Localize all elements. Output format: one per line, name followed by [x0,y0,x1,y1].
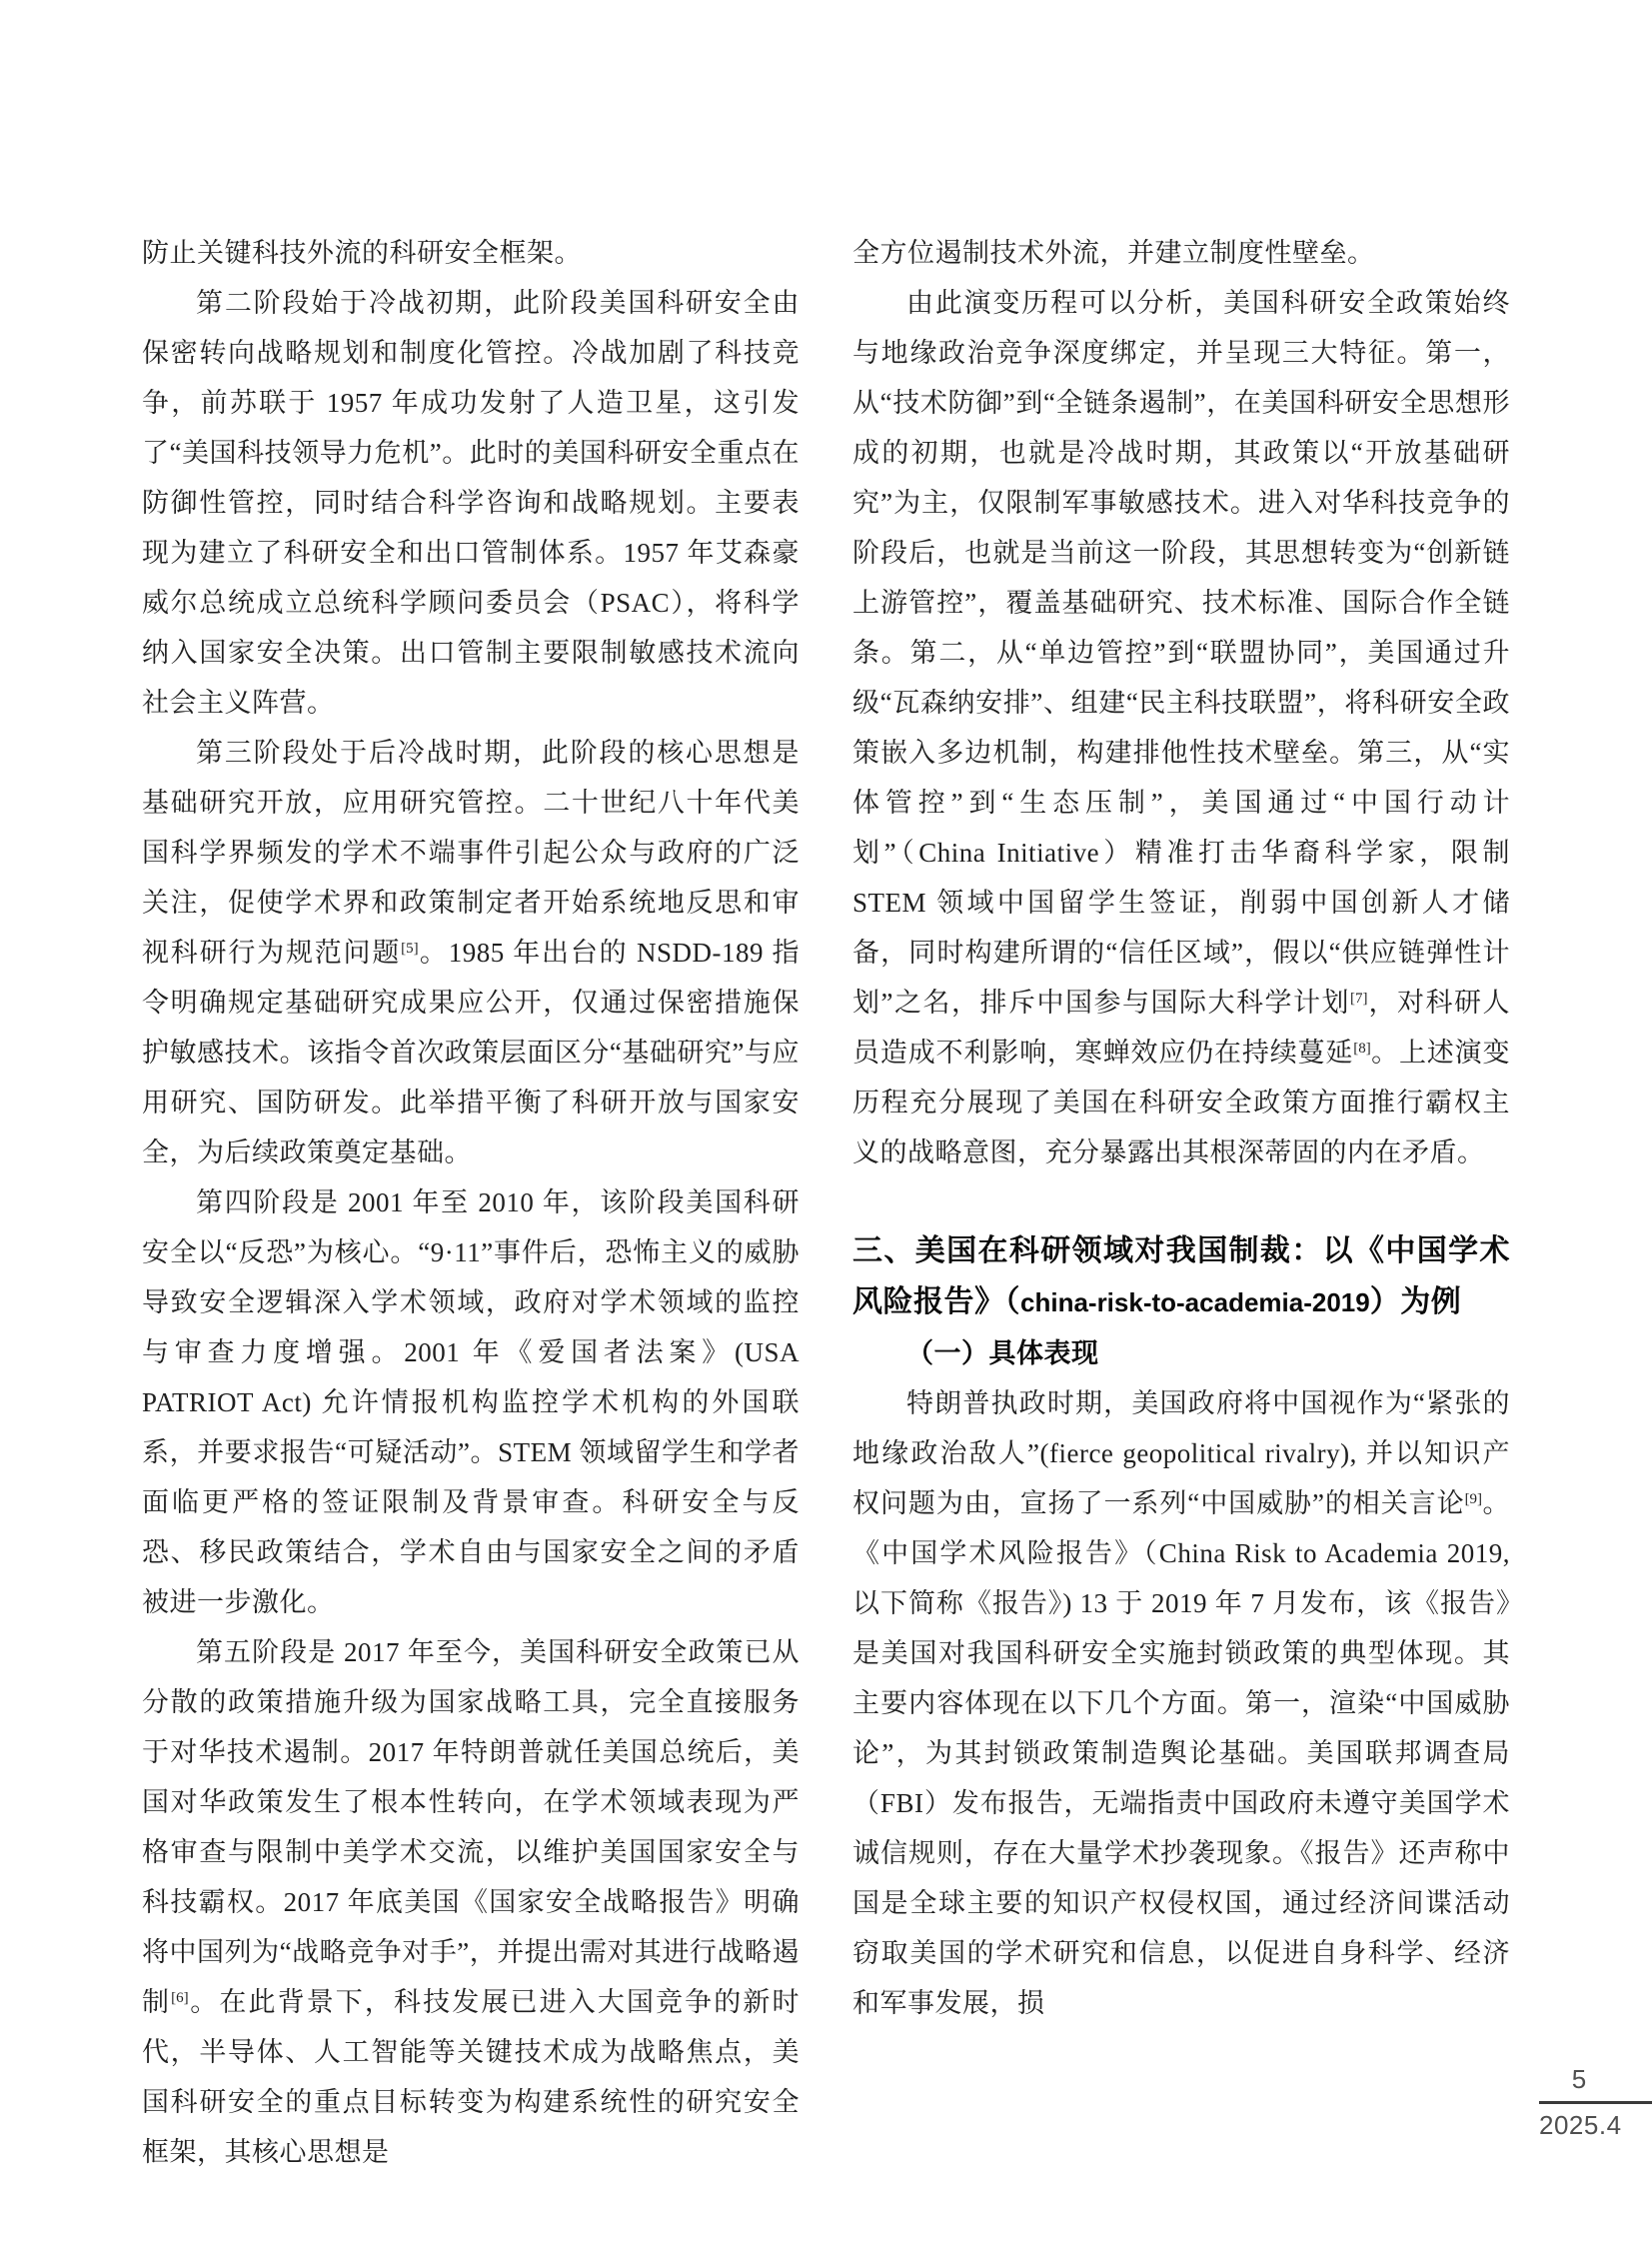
latin-text: china-risk-to-academia-2019 [1020,1287,1370,1317]
column-right [852,228,1510,2028]
paragraph: 第五阶段是 2017 年至今，美国科研安全政策已从分散的政策措施升级为国家战略工具，完全直接服务于对华技术遏制。2017 年特朗普就任美国总统后，美国对华政策发生了根本性转向，在学术领域表现为严格审查与限制中美学术交流，以维护美国国家安全与科技霸权。2017 年底美国《国家安全战略报告》明确将中国列为“战略竞争对手”，并提出需对其进行战略遏制[6]。在此背景下，科技发展已进入大国竞争的新时代，半导体、人工智能等关键技术成为战略焦点，美国科研安全的重点目标转变为构建系统性的研究安全框架，其核心思想是 [142,1637,801,2167]
paragraph: 第三阶段处于后冷战时期，此阶段的核心思想是基础研究开放，应用研究管控。二十世纪八十年代美国科学界频发的学术不端事件引起公众与政府的广泛关注，促使学术界和政策制定者开始系统地反思和审视科研行为规范问题[5]。1985 年出台的 NSDD-189 指令明确规定基础研究成果应公开，仅通过保密措施保护敏感技术。该指令首次政策层面区分“基础研究”与应用研究、国防研发。此举措平衡了科研开放与国家安全，为后续政策奠定基础。 [142,738,800,1167]
footnote-ref: [8] [1353,1041,1371,1057]
column-left [142,228,800,2177]
footnote-ref: [9] [1464,1491,1483,1507]
section-heading: 三、美国在科研领域对我国制裁：以《中国学术风险报告》（china-risk-to-academia-2019）为例 [852,1234,1510,1318]
footnote-ref: [7] [1350,991,1368,1007]
subsection-heading: （一）具体表现 [906,1338,1099,1368]
issue-label: 2025.4 [1539,2110,1622,2140]
footer-rule [1539,2101,1652,2104]
page-footer [1539,2065,1652,2139]
footnote-ref: [5] [401,941,419,957]
paragraph: 第四阶段是 2001 年至 2010 年，该阶段美国科研安全以“反恐”为核心。“9·11”事件后，恐怖主义的威胁导致安全逻辑深入学术领域，政府对学术领域的监控与审查力度增强。2001 年《爱国者法案》(USA PATRIOT Act) 允许情报机构监控学术机构的外国联系，并要求报告“可疑活动”。STEM 领域留学生和学者面临更严格的签证限制及背景审查。科研安全与反恐、移民政策结合，学术自由与国家安全之间的矛盾被进一步激化。 [142,1187,800,1617]
footnote-ref: [6] [171,1990,189,2006]
paragraph: 全方位遏制技术外流，并建立制度性壁垒。 [852,238,1375,268]
paragraph: 防止关键科技外流的科研安全框架。 [142,238,582,268]
paragraph: 由此演变历程可以分析，美国科研安全政策始终与地缘政治竞争深度绑定，并呈现三大特征。第一，从“技术防御”到“全链条遏制”，在美国科研安全思想形成的初期，也就是冷战时期，其政策以“开放基础研究”为主，仅限制军事敏感技术。进入对华科技竞争的阶段后，也就是当前这一阶段，其思想转变为“创新链上游管控”，覆盖基础研究、技术标准、国际合作全链条。第二，从“单边管控”到“联盟协同”，美国通过升级“瓦森纳安排”、组建“民主科技联盟”，将科研安全政策嵌入多边机制，构建排他性技术壁垒。第三，从“实体管控”到“生态压制”，美国通过“中国行动计划”（China Initiative）精准打击华裔科学家，限制 STEM 领域中国留学生签证，削弱中国创新人才储备，同时构建所谓的“信任区域”，假以“供应链弹性计划”之名，排斥中国参与国际大科学计划[7]，对科研人员造成不利影响，寒蝉效应仍在持续蔓延[8]。上述演变历程充分展现了美国在科研安全政策方面推行霸权主义的战略意图，充分暴露出其根深蒂固的内在矛盾。 [852,288,1511,1167]
page-number: 5 [1571,2064,1587,2094]
paragraph: 特朗普执政时期，美国政府将中国视作为“紧张的地缘政治敌人”(fierce geopolitical rivalry), 并以知识产权问题为由，宣扬了一系列“中国威胁”的相关言论[9]。《中国学术风险报告》（China Risk to Academia 2019, 以下简称《报告》) 13 于 2019 年 7 月发布，该《报告》是美国对我国科研安全实施封锁政策的典型体现。其主要内容体现在以下几个方面。第一，渲染“中国威胁论”，为其封锁政策制造舆论基础。美国联邦调查局（FBI）发布报告，无端指责中国政府未遵守美国学术诚信规则，存在大量学术抄袭现象。《报告》还声称中国是全球主要的知识产权侵权国，通过经济间谍活动窃取美国的学术研究和信息，以促进自身科学、经济和军事发展，损 [852,1388,1511,2018]
paragraph: 第二阶段始于冷战初期，此阶段美国科研安全由保密转向战略规划和制度化管控。冷战加剧了科技竞争，前苏联于 1957 年成功发射了人造卫星，这引发了“美国科技领导力危机”。此时的美国科研安全重点在防御性管控，同时结合科学咨询和战略规划。主要表现为建立了科研安全和出口管制体系。1957 年艾森豪威尔总统成立总统科学顾问委员会（PSAC），将科学纳入国家安全决策。出口管制主要限制敏感技术流向社会主义阵营。 [142,288,800,718]
